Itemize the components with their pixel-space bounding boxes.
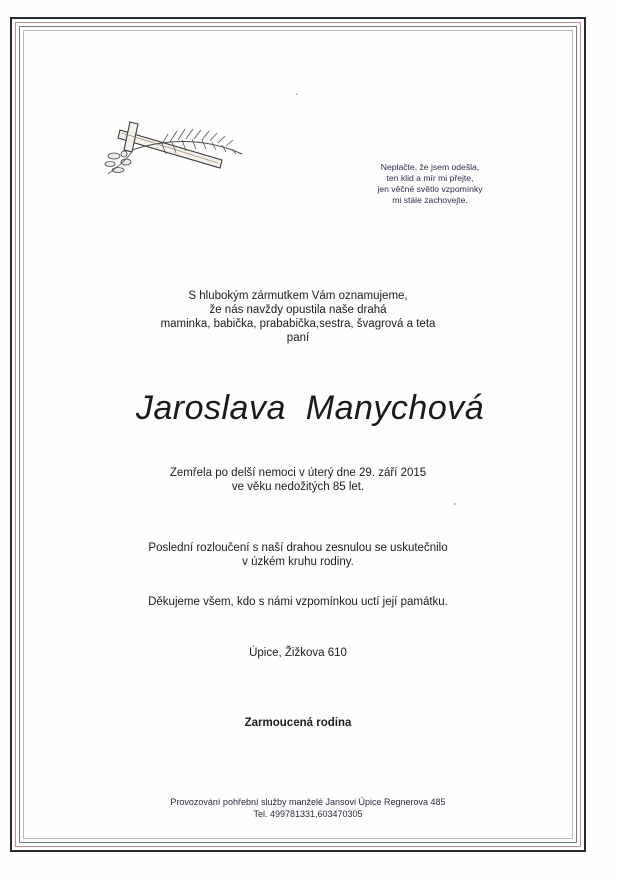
thanks-text: Děkujeme všem, kdo s námi vzpomínkou uctí její památku.	[148, 596, 448, 608]
poem-line: mi stále zachovejte.	[392, 195, 468, 205]
deceased-name: Jaroslava Manychová	[135, 389, 485, 427]
scan-speck	[454, 503, 456, 505]
farewell-line: Poslední rozloučení s naší drahou zesnulou se uskutečnilo	[148, 542, 448, 554]
footer-company: Provozování pohřební služby manželé Jansovi Úpice Regnerova 485	[170, 797, 446, 807]
cross-palm-ornament-icon	[102, 118, 248, 180]
intro-line: paní	[286, 332, 310, 344]
signature: Zarmoucená rodina	[244, 717, 352, 729]
death-details	[60, 466, 536, 494]
funeral-service-footer	[60, 796, 556, 820]
poem-line: jen věčné světlo vzpomínky	[377, 184, 483, 194]
death-line: ve věku nedožitých 85 let.	[231, 481, 365, 493]
memorial-poem	[345, 162, 515, 206]
announcement-intro	[60, 289, 536, 345]
intro-line: S hlubokým zármutkem Vám oznamujeme,	[188, 290, 408, 302]
poem-line: ten klid a mír mi přejte,	[386, 173, 474, 183]
farewell-line: v úzkém kruhu rodiny.	[242, 556, 354, 568]
footer-phone: Tel. 499781331,603470305	[253, 809, 363, 819]
intro-line: že nás navždy opustila naše drahá	[209, 304, 387, 316]
scan-speck	[296, 93, 298, 95]
family-address: Úpice, Žižkova 610	[249, 647, 347, 659]
farewell-notice	[60, 541, 536, 569]
poem-line: Neplačte, že jsem odešla,	[380, 162, 480, 172]
death-line: Zemřela po delší nemoci v úterý dne 29. září 2015	[169, 467, 427, 479]
intro-line: maminka, babička, prababička,sestra, švagrová a teta	[160, 318, 436, 330]
